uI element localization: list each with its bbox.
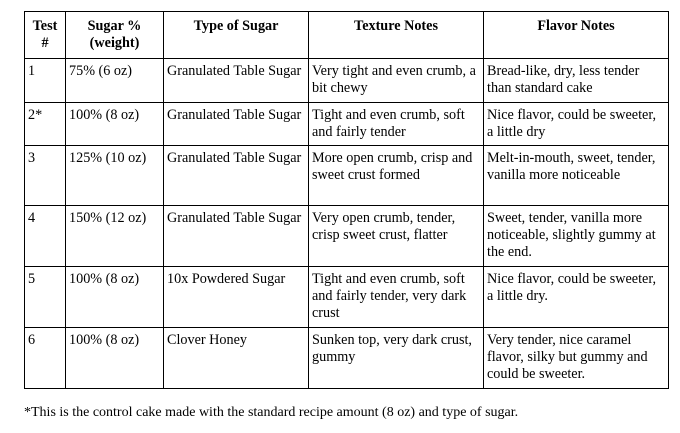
cell-sugar-type: 10x Powdered Sugar [164,267,309,328]
cell-sugar-percent: 150% (12 oz) [66,206,164,267]
cell-sugar-percent: 125% (10 oz) [66,146,164,206]
header-sugar-type: Type of Sugar [164,12,309,59]
table-row [25,146,669,206]
cell-flavor-notes: Sweet, tender, vanilla more noticeable, slightly gummy at the end. [484,206,669,267]
cell-test-number: 3 [25,146,66,206]
results-table-container [24,11,668,389]
cell-texture-notes: Tight and even crumb, soft and fairly tender, very dark crust [309,267,484,328]
cell-texture-notes: Tight and even crumb, soft and fairly tender [309,103,484,146]
cell-test-number: 2* [25,103,66,146]
cell-sugar-type: Clover Honey [164,328,309,389]
cell-test-number: 6 [25,328,66,389]
cell-sugar-percent: 100% (8 oz) [66,267,164,328]
cell-sugar-type: Granulated Table Sugar [164,103,309,146]
table-row [25,328,669,389]
cell-test-number: 1 [25,59,66,103]
table-row [25,206,669,267]
cell-texture-notes: Very tight and even crumb, a bit chewy [309,59,484,103]
cell-sugar-type: Granulated Table Sugar [164,206,309,267]
table-row [25,267,669,328]
cell-flavor-notes: Nice flavor, could be sweeter, a little dry [484,103,669,146]
header-flavor-notes: Flavor Notes [484,12,669,59]
cell-sugar-type: Granulated Table Sugar [164,59,309,103]
table-header-row [25,12,669,59]
header-texture-notes: Texture Notes [309,12,484,59]
cell-flavor-notes: Bread-like, dry, less tender than standard cake [484,59,669,103]
footnote: *This is the control cake made with the standard recipe amount (8 oz) and type of sugar. [24,405,519,420]
cell-sugar-type: Granulated Table Sugar [164,146,309,206]
cell-test-number: 5 [25,267,66,328]
cell-flavor-notes: Nice flavor, could be sweeter, a little dry. [484,267,669,328]
cell-sugar-percent: 75% (6 oz) [66,59,164,103]
table-row [25,103,669,146]
header-sugar-percent: Sugar % (weight) [66,12,164,59]
cell-sugar-percent: 100% (8 oz) [66,328,164,389]
cell-test-number: 4 [25,206,66,267]
header-test-number: Test # [25,12,66,59]
cell-flavor-notes: Melt-in-mouth, sweet, tender, vanilla more noticeable [484,146,669,206]
cell-texture-notes: More open crumb, crisp and sweet crust formed [309,146,484,206]
cell-flavor-notes: Very tender, nice caramel flavor, silky but gummy and could be sweeter. [484,328,669,389]
cell-texture-notes: Very open crumb, tender, crisp sweet crust, flatter [309,206,484,267]
table-row [25,59,669,103]
cell-sugar-percent: 100% (8 oz) [66,103,164,146]
sugar-test-table [24,11,669,389]
cell-texture-notes: Sunken top, very dark crust, gummy [309,328,484,389]
